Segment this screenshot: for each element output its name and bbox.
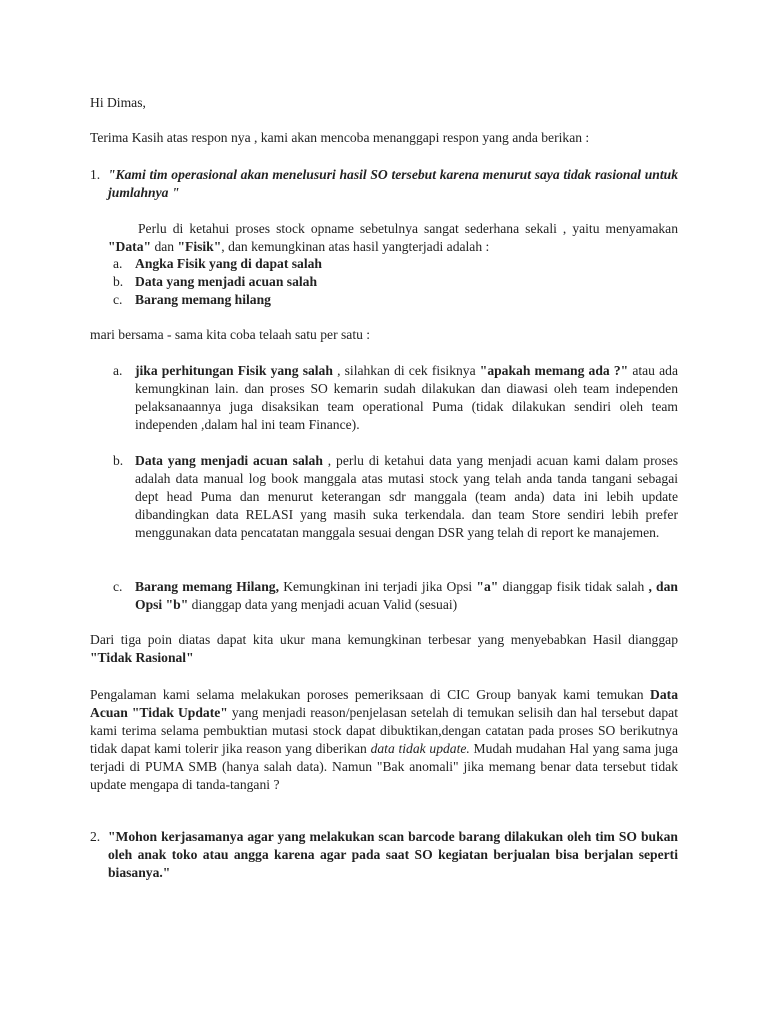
detail-c-option-a: "a" — [476, 579, 499, 594]
transition-line: mari bersama - sama kita coba telaah satu per satu : — [90, 327, 371, 342]
detail-a-paragraph — [135, 362, 678, 434]
detail-a-marker: a. — [113, 363, 123, 378]
greeting: Hi Dimas, — [90, 95, 146, 110]
detail-a-text-2: atau ada kemungkinan lain. dan proses SO kemarin sudah dilakukan dan diawasi oleh team independen pelaksanaannya juga disaksikan team operational Puma (tidak dilakukan sendiri oleh team independen ,dalam hal ini team Finance). — [135, 363, 678, 432]
conclusion-text: Dari tiga poin diatas dapat kita ukur mana kemungkinan terbesar yang menyebabkan Hasil dianggap — [90, 632, 678, 647]
data-term: "Data" — [108, 239, 152, 254]
detail-c-option-b: , dan Opsi "b" — [135, 579, 678, 612]
list-item-b: Data yang menjadi acuan salah — [135, 274, 318, 289]
experience-bold: Data Acuan "Tidak Update" — [90, 687, 678, 720]
conclusion-bold: "Tidak Rasional" — [90, 650, 194, 665]
fisik-term: "Fisik" — [177, 239, 222, 254]
list-item-c: Barang memang hilang — [135, 292, 271, 307]
point-1-explanation — [108, 220, 678, 256]
point-1-quote — [108, 166, 678, 202]
detail-b-paragraph — [135, 452, 678, 542]
point-2-number: 2. — [90, 829, 101, 844]
explanation-text-b: , dan kemungkinan atas hasil yangterjadi adalah : — [221, 239, 490, 254]
detail-a-text-1: , silahkan di cek fisiknya — [332, 363, 480, 378]
experience-paragraph — [90, 686, 678, 794]
explanation-text-a: Perlu di ketahui proses stock opname sebetulnya sangat sederhana sekali , yaitu menyamakan — [138, 221, 678, 236]
point-2-quote-text: "Mohon kerjasamanya agar yang melakukan scan barcode barang dilakukan oleh tim SO bukan oleh anak toko atau angga karena agar pada saat SO kegiatan berjualan bisa berjalan seperti biasanya." — [108, 829, 678, 880]
detail-c-text-2: dianggap fisik tidak salah — [498, 579, 649, 594]
detail-b-marker: b. — [113, 453, 124, 468]
detail-c-text-3: dianggap data yang menjadi acuan Valid (sesuai) — [188, 597, 458, 612]
detail-b-lead: Data yang menjadi acuan salah — [135, 453, 323, 468]
detail-a-lead: jika perhitungan Fisik yang salah — [135, 363, 333, 378]
list-marker-b: b. — [113, 274, 124, 289]
point-1-number: 1. — [90, 167, 101, 182]
detail-a-bold: "apakah memang ada ?" — [479, 363, 629, 378]
list-item-a: Angka Fisik yang di dapat salah — [135, 256, 322, 271]
experience-text-2: yang menjadi reason/penjelasan setelah di temukan selisih dan hal tersebut dapat kami terima selama pembuktian mutasi stock dapat dibuktikan,dengan catatan pada proses SO berikutnya tidak dapat kami tolerir jika reason yang diberikan — [90, 705, 678, 756]
intro-paragraph: Terima Kasih atas respon nya , kami akan mencoba menanggapi respon yang anda berikan : — [90, 130, 590, 145]
experience-text-1: Pengalaman kami selama melakukan poroses pemeriksaan di CIC Group banyak kami temukan — [90, 687, 651, 702]
conclusion-paragraph — [90, 631, 678, 667]
detail-c-paragraph — [135, 578, 678, 614]
experience-italic: data tidak update. — [370, 741, 470, 756]
point-1-quote-text: "Kami tim operasional akan menelusuri hasil SO tersebut karena menurut saya tidak rasional untuk jumlahnya " — [108, 167, 678, 200]
detail-c-text-1: Kemungkinan ini terjadi jika Opsi — [278, 579, 477, 594]
and-text: dan — [151, 239, 178, 254]
list-marker-c: c. — [113, 292, 123, 307]
point-2-quote — [108, 828, 678, 882]
detail-c-lead: Barang memang Hilang, — [135, 579, 279, 594]
detail-c-marker: c. — [113, 579, 123, 594]
list-marker-a: a. — [113, 256, 123, 271]
detail-b-text: , perlu di ketahui data yang menjadi acuan kami dalam proses adalah data manual log book manggala atas mutasi stock yang telah anda tanda tangani sebagai dept head Puma dan menurut keterangan sdr manggala (team anda) data ini lebih update dibandingkan data RELASI yang masih suka terkendala. dan team Store sendiri lebih prefer menggunakan data pencatatan manggala sesuai dengan DSR yang telah di report ke manajemen. — [135, 453, 679, 540]
experience-text-3: Mudah mudahan Hal yang sama juga terjadi di PUMA SMB (hanya salah data). Namun "Bak anomali" jika memang benar data tersebut tidak update mengapa di tanda-tangani ? — [90, 741, 678, 792]
